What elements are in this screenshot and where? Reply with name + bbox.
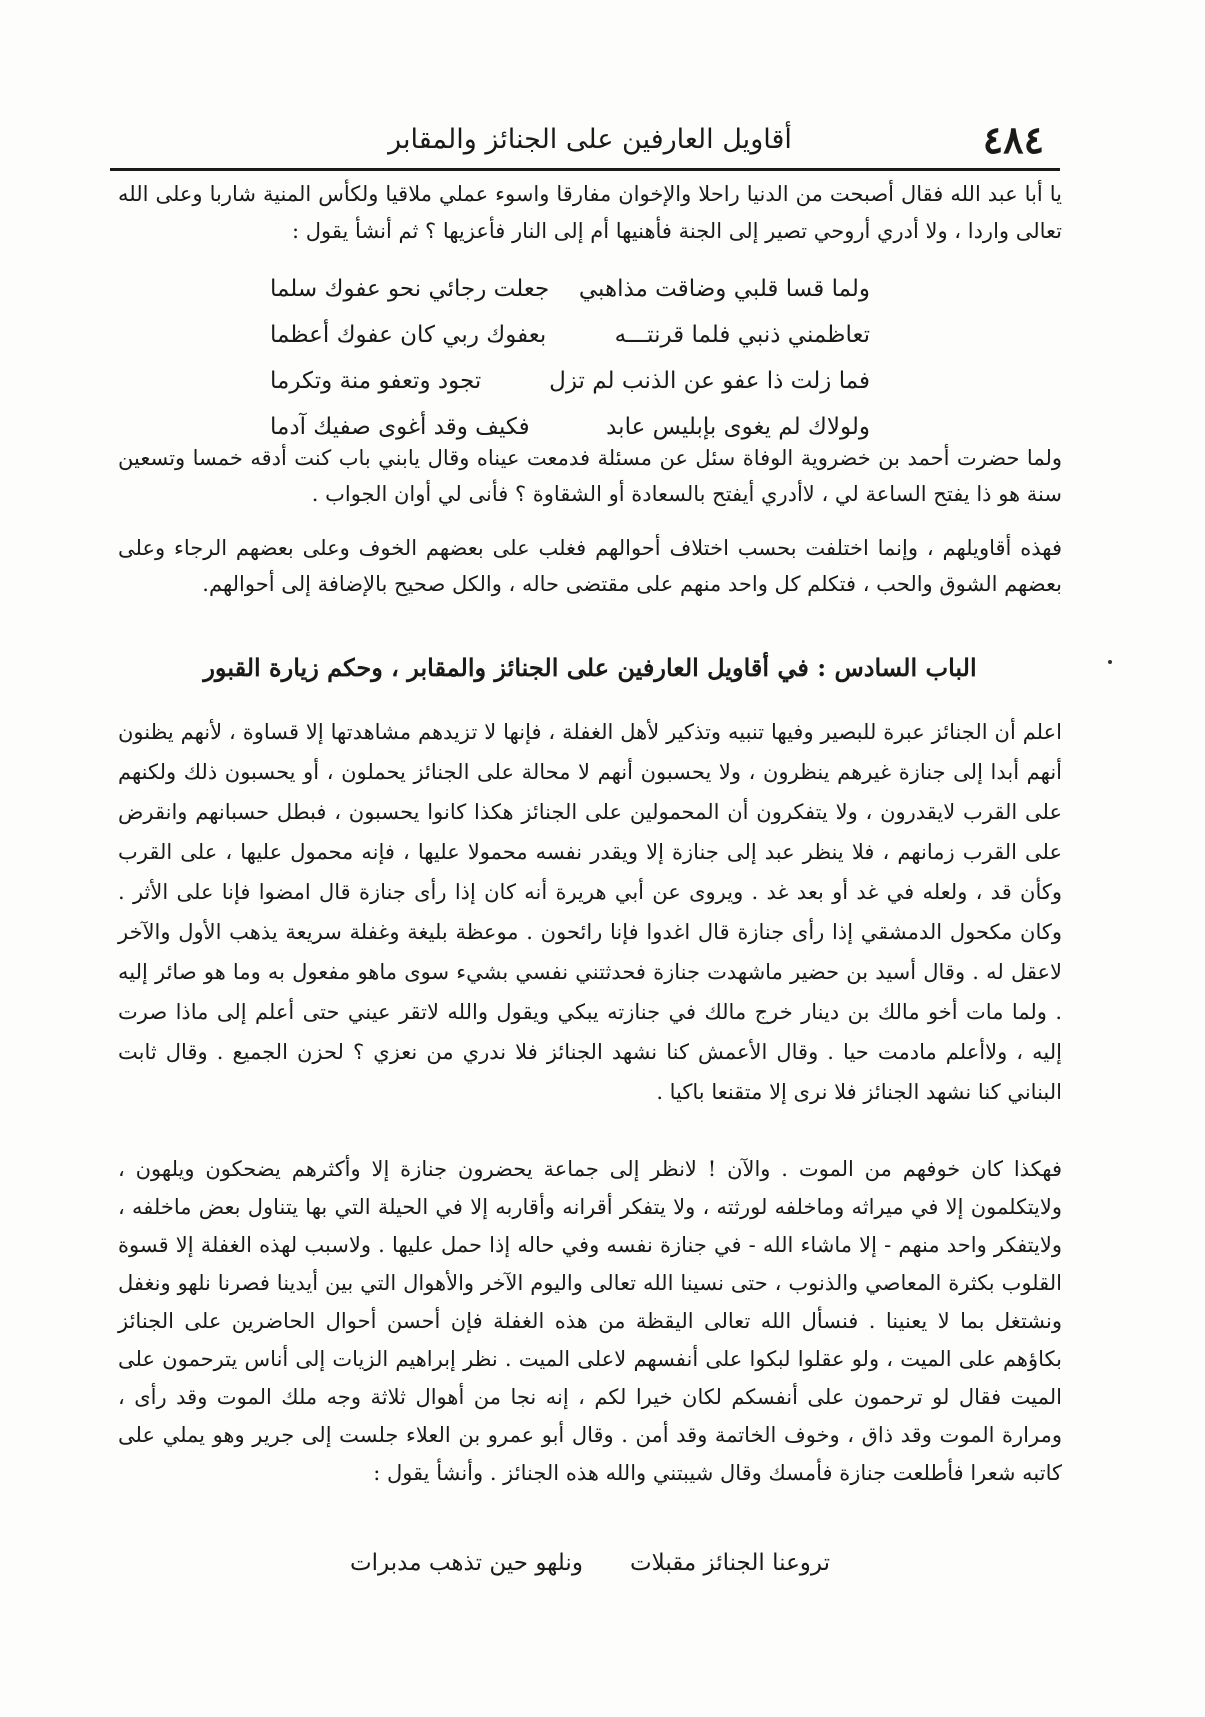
poem-verse: [270, 358, 870, 404]
verse-second-hemistich: جعلت رجائي نحو عفوك سلما: [270, 276, 550, 302]
verse-first-hemistich: تروعنا الجنائز مقبلات: [629, 1550, 830, 1576]
verse-second-hemistich: تجود وتعفو منة وتكرما: [270, 368, 482, 394]
poem-verse: [350, 1540, 830, 1586]
paragraph-2: ولما حضرت أحمد بن خضروية الوفاة سئل عن مسئلة فدمعت عيناه وقال يابني باب كنت أدقه خمسا وتسعين سنة هو ذا يفتح الساعة لي ، لاأدري أيفتح بالسعادة أو الشقاوة ؟ فأنى لي أوان الجواب .: [118, 446, 1062, 506]
poem-2: [350, 1540, 830, 1586]
verse-second-hemistich: بعفوك ربي كان عفوك أعظما: [270, 322, 547, 348]
chapter-heading: الباب السادس : في أقاويل العارفين على الجنائز والمقابر ، وحكم زيارة القبور: [203, 653, 977, 682]
scan-speck: [1108, 660, 1112, 664]
verse-second-hemistich: فكيف وقد أغوى صفيك آدما: [270, 414, 530, 440]
poem-verse: [270, 312, 870, 358]
poem-verse: [270, 266, 870, 312]
verse-first-hemistich: فما زلت ذا عفو عن الذنب لم تزل: [549, 368, 870, 394]
verse-first-hemistich: ولولاك لم يغوى بإبليس عابد: [606, 414, 870, 440]
paragraph-4: اعلم أن الجنائز عبرة للبصير وفيها تنبيه وتذكير لأهل الغفلة ، فإنها لا تزيدهم مشاهدتها إلا قساوة ، لأنهم يظنون أنهم أبدا إلى جنازة غيرهم ينظرون ، ولا يحسبون أنهم لا محالة على الجنائز يحملون ، أو يحسبون ذلك ولكنهم على القرب لايقدرون ، ولا يتفكرون أن المحمولين على الجنائز هكذا كانوا يحسبون ، فبطل حسبانهم وانقرض على القرب زمانهم ، فلا ينظر عبد إلى جنازة إلا ويقدر نفسه محمولا عليها ، فإنه محمول عليها ، على القرب وكأن قد ، ولعله في غد أو بعد غد . ويروى عن أبي هريرة أنه كان إذا رأى جنازة قال امضوا فإنا على الأثر . وكان مكحول الدمشقي إذا رأى جنازة قال اغدوا فإنا رائحون . موعظة بليغة وغفلة سريعة يذهب الأول والآخر لاعقل له . وقال أسيد بن حضير ماشهدت جنازة فحدثتني نفسي بشيء سوى ماهو مفعول به وما هو صائر إليه . ولما مات أخو مالك بن دينار خرج مالك في جنازته يبكي ويقول والله لاتقر عيني حتى أعلم إلى ماذا صرت إليه ، ولاأعلم مادمت حيا . وقال الأعمش كنا نشهد الجنائز فلا ندري من نعزي ؟ لحزن الجميع . وقال ثابت البناني كنا نشهد الجنائز فلا نرى إلا متقنعا باكيا .: [118, 720, 1062, 1104]
verse-first-hemistich: تعاظمني ذنبي فلما قرنتـــه: [614, 322, 870, 348]
poem-1: [270, 266, 870, 450]
page-header: [110, 118, 1070, 166]
paragraph-3: فهذه أقاويلهم ، وإنما اختلفت بحسب اختلاف أحوالهم فغلب على بعضهم الخوف وعلى بعضهم الرجاء وعلى بعضهم الشوق والحب ، فتكلم كل واحد منهم على مقتضى حاله ، والكل صحيح بالإضافة إلى أحوالهم.: [118, 536, 1062, 596]
paragraph-1: يا أبا عبد الله فقال أصبحت من الدنيا راحلا والإخوان مفارقا واسوء عملي ملاقيا ولكأس المنية شاربا وعلى الله تعالى واردا ، ولا أدري أروحي تصير إلى الجنة فأهنيها أم إلى النار فأعزيها ؟ ثم أنشأ يقول :: [118, 182, 1062, 243]
verse-first-hemistich: ولما قسا قلبي وضاقت مذاهبي: [578, 276, 870, 302]
running-title: أقاويل العارفين على الجنائز والمقابر: [388, 124, 792, 155]
page-number: ٤٨٤: [982, 117, 1044, 162]
paragraph-5: فهكذا كان خوفهم من الموت . والآن ! لانظر إلى جماعة يحضرون جنازة إلا وأكثرهم يضحكون ويلهون ، ولايتكلمون إلا في ميراثه وماخلفه لورثته ، ولا يتفكر أقرانه وأقاربه إلا في الحيلة التي بها يتناول بعض ماخلفه ، ولايتفكر واحد منهم - إلا ماشاء الله - في جنازة نفسه وفي حاله إذا حمل عليها . ولاسبب لهذه الغفلة إلا قسوة القلوب بكثرة المعاصي والذنوب ، حتى نسينا الله تعالى واليوم الآخر والأهوال التي بين أيدينا فصرنا نلهو ونغفل ونشتغل بما لا يعنينا . فنسأل الله تعالى اليقظة من هذه الغفلة فإن أحسن أحوال الحاضرين على الجنائز بكاؤهم على الميت ، ولو عقلوا لبكوا على أنفسهم لاعلى الميت . نظر إبراهيم الزيات إلى أناس يترحمون على الميت فقال لو ترحمون على أنفسكم لكان خيرا لكم ، إنه نجا من أهوال ثلاثة وجه ملك الموت وقد رأى ، ومرارة الموت وقد ذاق ، وخوف الخاتمة وقد أمن . وقال أبو عمرو بن العلاء جلست إلى جرير وهو يملي على كاتبه شعرا فأطلعت جنازة فأمسك وقال شيبتني والله هذه الجنائز . وأنشأ يقول :: [118, 1157, 1062, 1485]
header-rule: [110, 168, 1060, 171]
verse-second-hemistich: ونلهو حين تذهب مدبرات: [350, 1550, 583, 1576]
